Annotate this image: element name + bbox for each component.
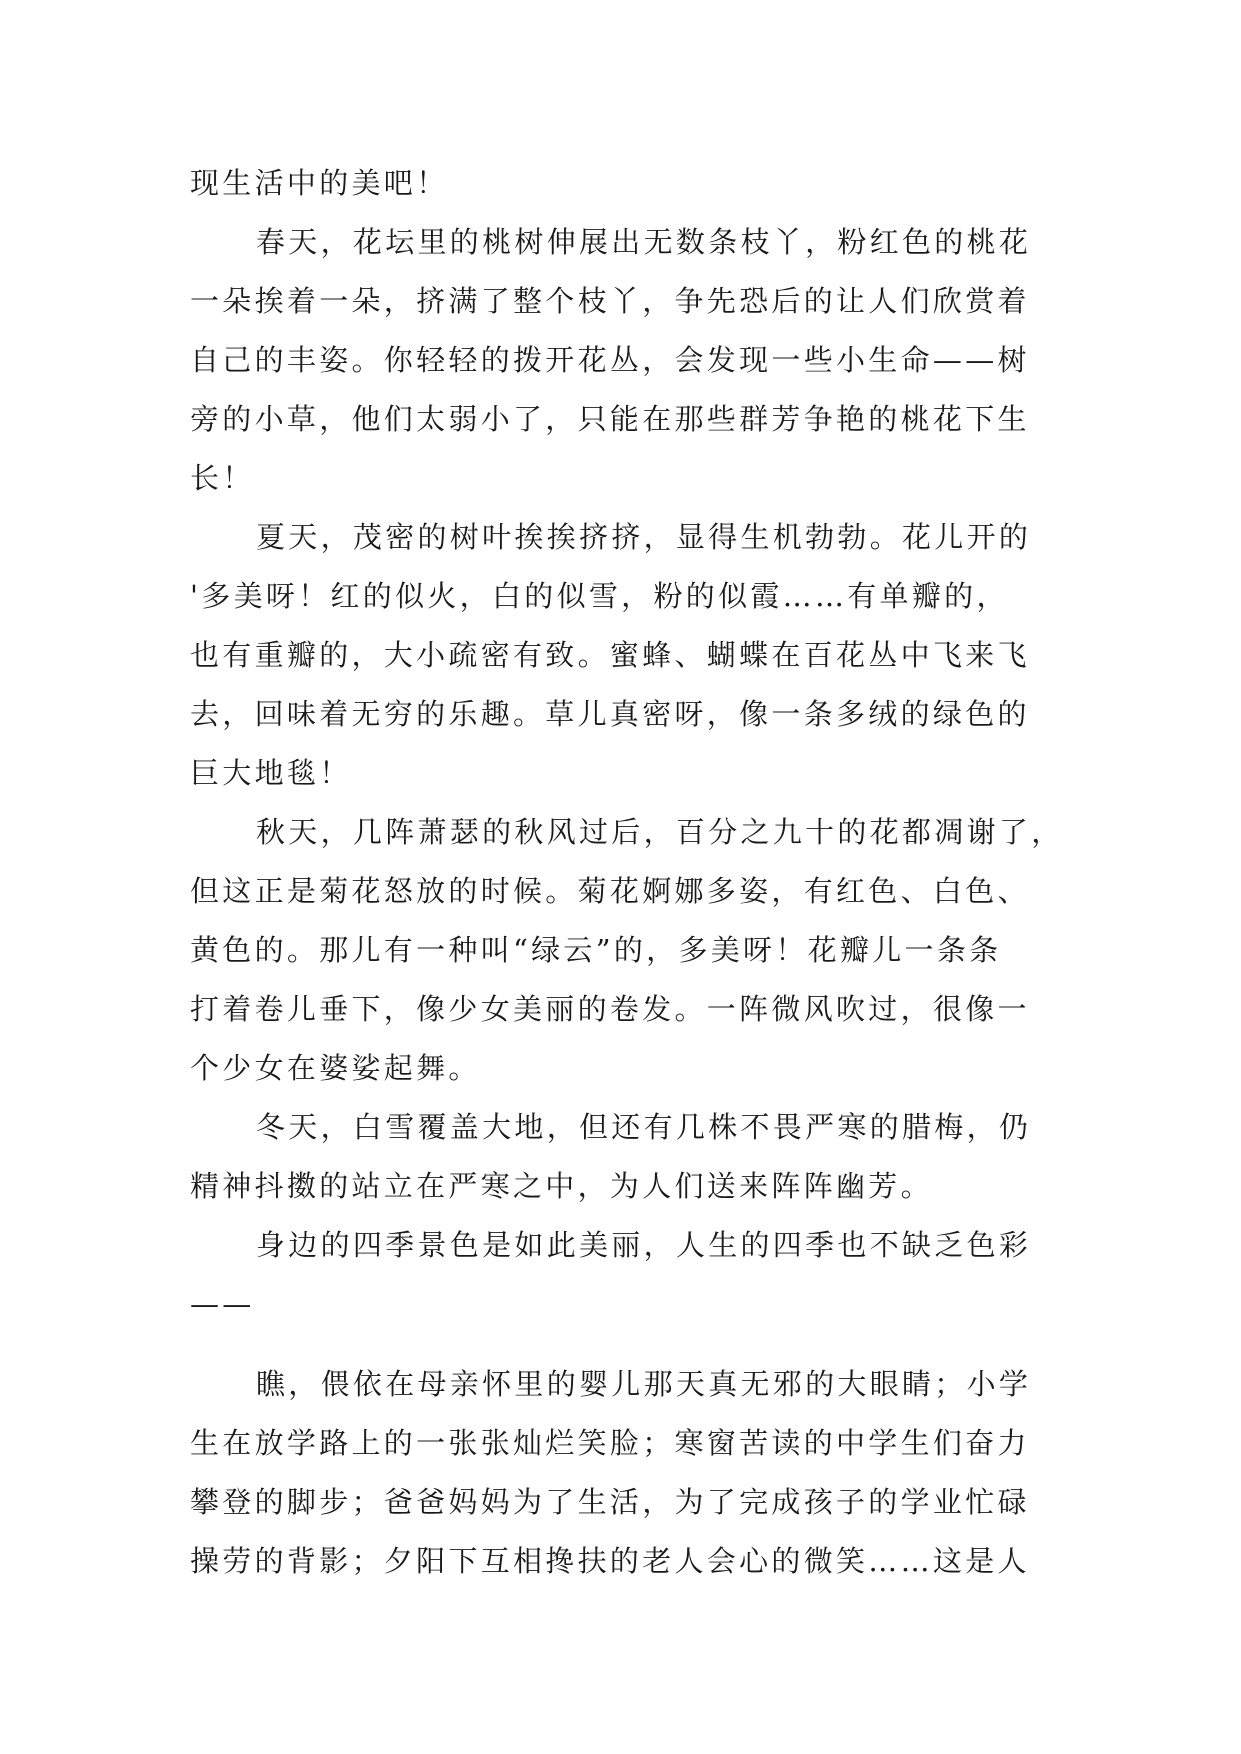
text-line: 旁的小草，他们太弱小了，只能在那些群芳争艳的桃花下生: [190, 402, 1030, 436]
text-line: 自己的丰姿。你轻轻的拨开花丛，会发现一些小生命——树: [190, 343, 1030, 377]
text-line: 瞧，偎依在母亲怀里的婴儿那天真无邪的大眼睛；小学: [256, 1367, 1032, 1401]
text-line: 打着卷儿垂下，像少女美丽的卷发。一阵微风吹过，很像一: [190, 992, 1030, 1026]
text-line: ——: [190, 1287, 255, 1321]
text-line: 夏天，茂密的树叶挨挨挤挤，显得生机勃勃。花儿开的: [256, 520, 1032, 554]
text-line: 现生活中的美吧！: [190, 166, 449, 200]
essay-body: [190, 154, 1064, 1591]
text-line: 个少女在婆娑起舞。: [190, 1051, 481, 1085]
text-line: 长！: [190, 461, 255, 495]
text-line: 操劳的背影；夕阳下互相搀扶的老人会心的微笑……这是人: [190, 1544, 1030, 1578]
text-line: '多美呀！红的似火，白的似雪，粉的似霞……有单瓣的，: [190, 579, 1009, 613]
text-line: 去，回味着无穷的乐趣。草儿真密呀，像一条多绒的绿色的: [190, 697, 1030, 731]
text-line: 春天，花坛里的桃树伸展出无数条枝丫，粉红色的桃花: [256, 225, 1032, 259]
text-line: 精神抖擞的站立在严寒之中，为人们送来阵阵幽芳。: [190, 1169, 933, 1203]
text-line: 巨大地毯！: [190, 756, 352, 790]
text-line: 一朵挨着一朵，挤满了整个枝丫，争先恐后的让人们欣赏着: [190, 284, 1030, 318]
text-line: 攀登的脚步；爸爸妈妈为了生活，为了完成孩子的学业忙碌: [190, 1485, 1030, 1519]
text-line: 黄色的。那儿有一种叫“绿云”的，多美呀！花瓣儿一条条: [190, 933, 1002, 967]
text-line: 冬天，白雪覆盖大地，但还有几株不畏严寒的腊梅，仍: [256, 1110, 1032, 1144]
text-line: 也有重瓣的，大小疏密有致。蜜蜂、蝴蝶在百花丛中飞来飞: [190, 638, 1030, 672]
text-line: 身边的四季景色是如此美丽，人生的四季也不缺乏色彩: [256, 1228, 1032, 1262]
text-line: 生在放学路上的一张张灿烂笑脸；寒窗苦读的中学生们奋力: [190, 1426, 1030, 1460]
text-line: 但这正是菊花怒放的时候。菊花婀娜多姿，有红色、白色、: [190, 874, 1030, 908]
text-line: 秋天，几阵萧瑟的秋风过后，百分之九十的花都凋谢了，: [256, 815, 1064, 849]
